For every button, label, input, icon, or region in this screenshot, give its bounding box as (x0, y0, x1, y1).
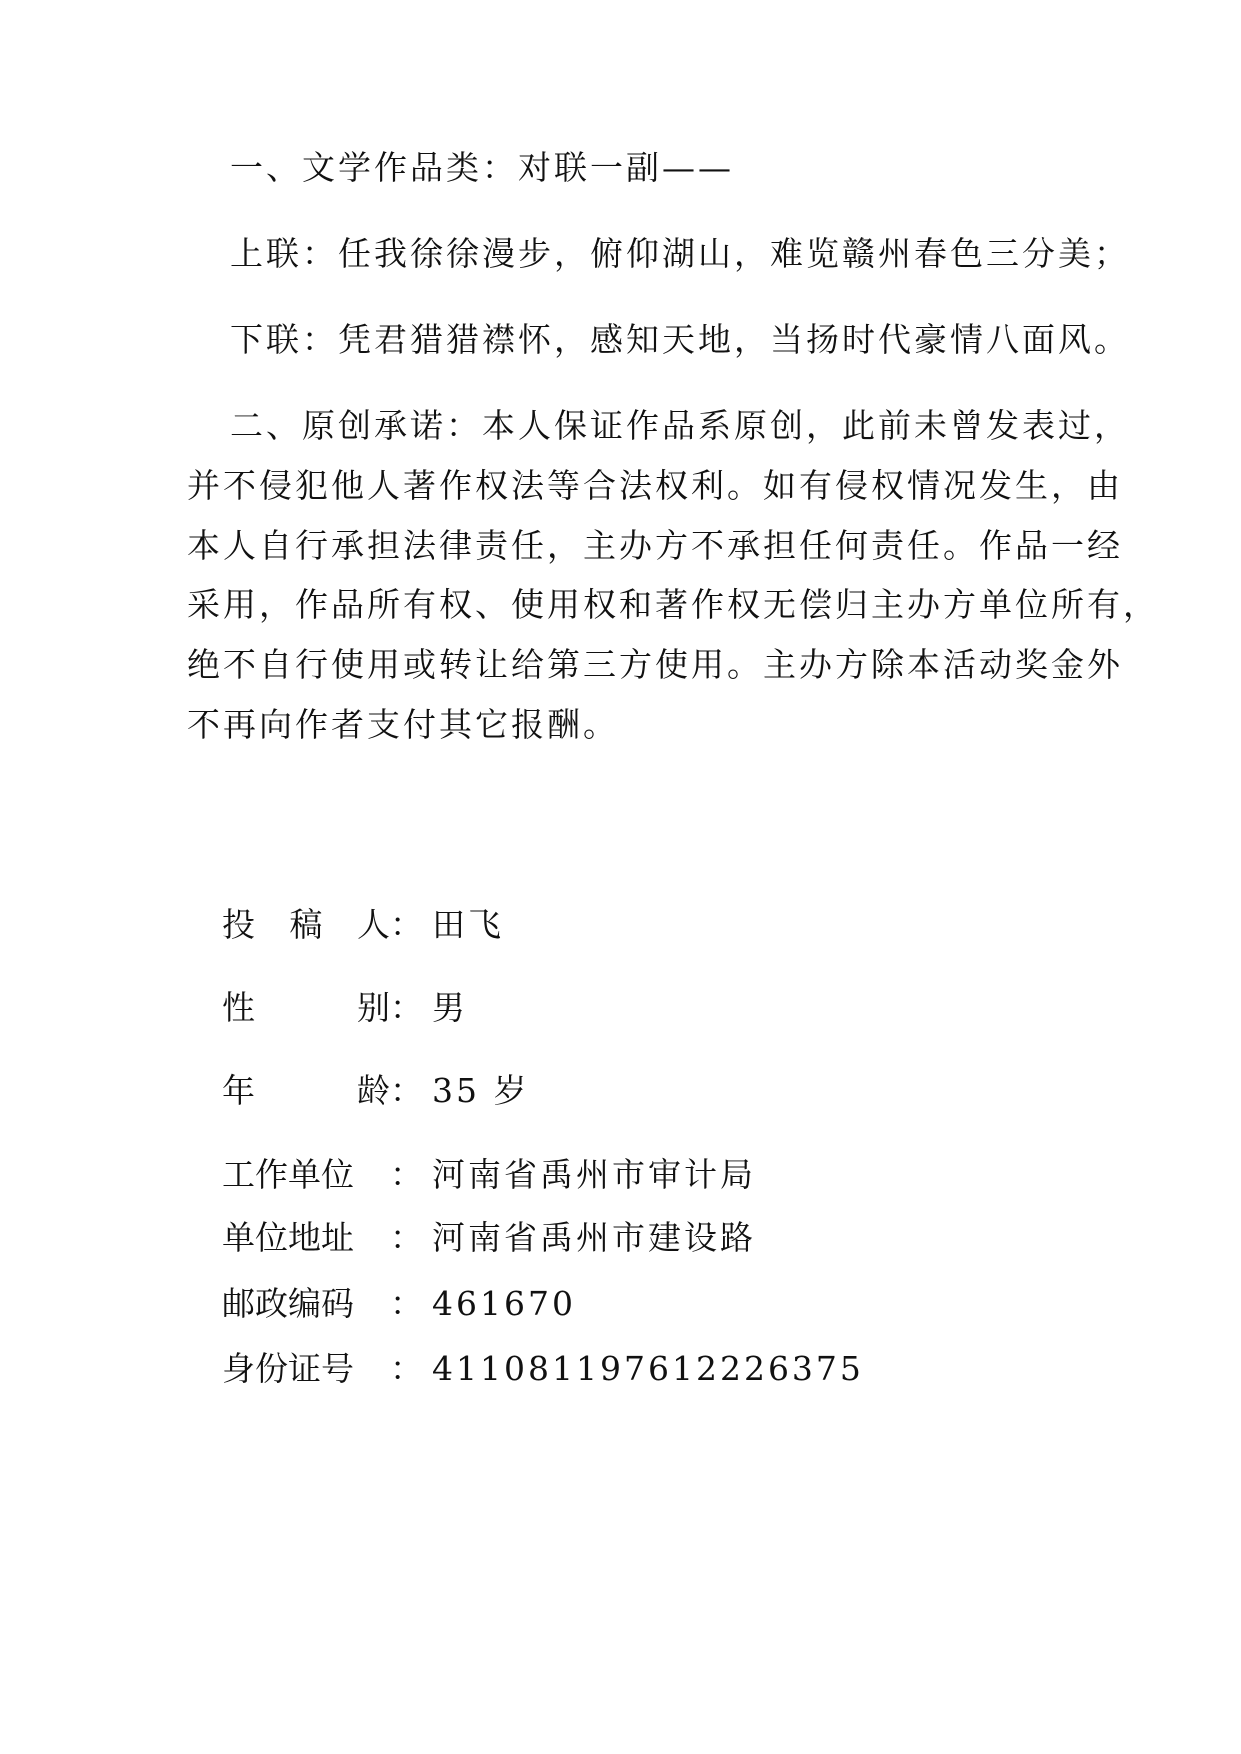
id-row (222, 1349, 864, 1389)
author-label (222, 905, 390, 945)
age-label (222, 1071, 390, 1111)
pledge-line-6: 不再向作者支付其它报酬。 (187, 705, 619, 744)
pledge-line-5: 绝不自行使用或转让给第三方使用。主办方除本活动奖金外 (187, 645, 1123, 684)
postcode-colon: ： (390, 1284, 423, 1323)
author-row (222, 905, 504, 945)
gender-row (222, 988, 468, 1028)
address-label: 单位地址 (222, 1218, 354, 1257)
employer-colon: ： (390, 1155, 423, 1194)
age-colon: ： (390, 1071, 423, 1110)
pledge-line-2: 并不侵犯他人著作权法等合法权利。如有侵权情况发生，由 (187, 466, 1123, 505)
author-value: 田飞 (432, 905, 504, 944)
gender-value: 男 (432, 988, 468, 1027)
address-colon: ： (390, 1218, 423, 1257)
pledge-line-1: 二、原创承诺：本人保证作品系原创，此前未曾发表过， (230, 406, 1130, 445)
age-value: 35 岁 (432, 1071, 530, 1110)
address-row (222, 1218, 756, 1258)
id-label: 身份证号 (222, 1349, 354, 1388)
pledge-line-3: 本人自行承担法律责任，主办方不承担任何责任。作品一经 (187, 526, 1123, 565)
age-label-char: 龄 (357, 1071, 390, 1110)
author-label-char: 投 (222, 905, 255, 944)
postcode-label: 邮政编码 (222, 1284, 354, 1323)
author-label-char: 人 (357, 905, 390, 944)
postcode-value: 461670 (432, 1284, 576, 1323)
gender-label-char: 性 (222, 988, 255, 1027)
postcode-row (222, 1284, 576, 1324)
employer-row (222, 1155, 756, 1195)
author-label-char: 稿 (289, 905, 323, 944)
age-row (222, 1071, 529, 1111)
couplet-lower: 下联：凭君猎猎襟怀，感知天地，当扬时代豪情八面风。 (230, 320, 1130, 359)
gender-colon: ： (390, 988, 423, 1027)
age-label-char: 年 (222, 1071, 255, 1110)
section1-heading: 一、文学作品类：对联一副—— (230, 148, 734, 187)
id-colon: ： (390, 1349, 423, 1388)
pledge-line-4: 采用，作品所有权、使用权和著作权无偿归主办方单位所有， (187, 585, 1159, 624)
employer-value: 河南省禹州市审计局 (432, 1155, 756, 1194)
gender-label (222, 988, 390, 1028)
gender-label-char: 别 (357, 988, 390, 1027)
address-value: 河南省禹州市建设路 (432, 1218, 756, 1257)
employer-label: 工作单位 (222, 1155, 354, 1194)
couplet-upper: 上联：任我徐徐漫步，俯仰湖山，难览赣州春色三分美； (230, 234, 1130, 273)
author-colon: ： (390, 905, 423, 944)
id-value: 411081197612226375 (432, 1349, 864, 1388)
